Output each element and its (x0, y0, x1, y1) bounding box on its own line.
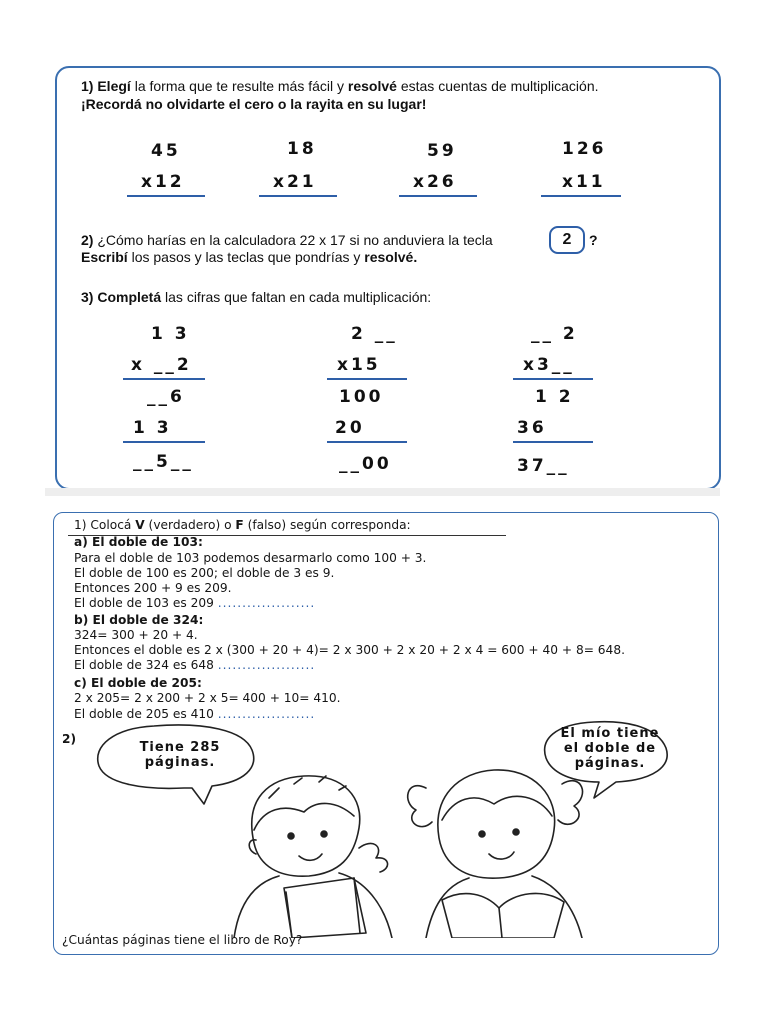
ex1-problem-1-line (127, 195, 205, 197)
ex3-col1-row2: x __2 (131, 355, 192, 375)
item-c-claim-text: El doble de 205 es 410 (74, 707, 218, 721)
worksheet-top (55, 66, 721, 490)
item-a-line3: Entonces 200 + 9 es 209. (74, 581, 232, 595)
item-a-claim (74, 596, 315, 611)
item-b-claim (74, 658, 315, 673)
ex1-problem-2-bottom: x21 (273, 172, 317, 192)
ex2-bold-escribi: Escribí (81, 249, 128, 265)
ex3-instruction-rest: las cifras que faltan en cada multiplicación: (161, 289, 432, 305)
item-b-claim-text: El doble de 324 es 648 (74, 658, 218, 672)
ex2-instruction-line2 (81, 249, 417, 266)
s2-title-part1: 1) Colocá (74, 518, 136, 532)
bubble-right-line1: El mío tiene (560, 726, 660, 741)
ex1-problem-1-bottom: x12 (141, 172, 185, 192)
ex3-col1-row3: __6 (147, 387, 185, 407)
ex3-col1-row1: 1 3 (151, 324, 190, 344)
ex1-problem-4-top: 126 (562, 139, 607, 159)
bubble-left-line2: páginas. (144, 755, 216, 770)
item-b-heading: b) El doble de 324: (74, 613, 204, 627)
ex3-col2-row2: x15 (337, 355, 381, 375)
item-b-answer-blank[interactable]: .................... (217, 658, 316, 672)
ex1-problem-1-top: 45 (151, 141, 181, 161)
ex1-instruction-line2: ¡Recordá no olvidarte el cero o la rayita en su lugar! (81, 96, 427, 112)
ex3-col2-row1: 2 __ (351, 324, 398, 344)
item-c-answer-blank[interactable]: .................... (217, 707, 316, 721)
ex3-col3-row5: 37__ (517, 456, 570, 476)
ex2-line2-mid: los pasos y las teclas que pondrías y (127, 249, 365, 265)
bubble-left-text (110, 740, 250, 770)
ex1-number: 1) (81, 78, 94, 94)
ex3-col2-line1 (327, 378, 407, 380)
ex2-instruction-line1 (81, 232, 493, 249)
ex2-question: ¿Cómo harías en la calculadora 22 x 17 si no anduviera la tecla (93, 232, 493, 248)
s2-title (74, 518, 411, 533)
ex3-instruction (81, 289, 431, 306)
ex1-instruction-line1 (81, 78, 599, 95)
ex3-col3-line2 (513, 441, 593, 443)
bubble-right-line2: el doble de (563, 741, 657, 756)
boy-figure (234, 776, 392, 938)
ex1-instruction-segment: Elegí (97, 78, 131, 94)
s2-title-v: V (135, 518, 145, 532)
ex3-bold-completa: Completá (93, 289, 162, 305)
ex2-bold-resolve: resolvé. (364, 249, 418, 265)
ex1-problem-3-bottom: x26 (413, 172, 457, 192)
page-separator (45, 488, 720, 496)
ex3-col2-row4: 20 (335, 418, 365, 438)
ex3-col1-line2 (123, 441, 205, 443)
item-a-line1: Para el doble de 103 podemos desarmarlo como 100 + 3. (74, 551, 427, 565)
ex1-instruction-segment: estas cuentas de multiplicación. (396, 78, 599, 94)
ex1-problem-4-line (541, 195, 621, 197)
ex1-instruction-text (93, 78, 598, 94)
item-c-heading: c) El doble de 205: (74, 676, 202, 690)
girl-figure (408, 770, 583, 938)
ex2-number: 2) (81, 232, 94, 248)
item-a-claim-text: El doble de 103 es 209 (74, 596, 218, 610)
item-a-answer-blank[interactable]: .................... (217, 596, 316, 610)
bubble-left-line1: Tiene 285 (139, 740, 221, 755)
ex3-col2-row3: 100 (339, 387, 384, 407)
s2-ex2-number: 2) (62, 732, 77, 746)
ex3-col2-row5: __00 (339, 454, 392, 474)
ex3-col3-row3: 1 2 (535, 387, 574, 407)
bubble-right-line3: páginas. (574, 756, 646, 771)
ex3-col1-line1 (123, 378, 205, 380)
item-c-line1: 2 x 205= 2 x 200 + 2 x 5= 400 + 10= 410. (74, 691, 341, 705)
ex1-instruction-segment: resolvé (347, 78, 397, 94)
item-a-line2: El doble de 100 es 200; el doble de 3 es 9. (74, 566, 335, 580)
ex3-col3-row2: x3__ (523, 355, 575, 375)
ex3-number: 3) (81, 289, 94, 305)
s2-title-part3: (falso) según corresponda: (243, 518, 411, 532)
ex1-problem-3-line (399, 195, 477, 197)
item-b-line2: Entonces el doble es 2 x (300 + 20 + 4)= 2 x 300 + 2 x 20 + 2 x 4 = 600 + 40 + 8= 648. (74, 643, 625, 657)
ex1-problem-3-top: 59 (427, 141, 457, 161)
ex3-col3-row4: 36 (517, 418, 547, 438)
item-b-line1: 324= 300 + 20 + 4. (74, 628, 198, 642)
ex3-col1-row5: __5__ (133, 452, 194, 472)
s2-title-f: F (235, 518, 244, 532)
ex3-col3-line1 (513, 378, 593, 380)
ex1-problem-2-line (259, 195, 337, 197)
ex1-problem-4-bottom: x11 (562, 172, 606, 192)
ex3-col2-line2 (327, 441, 407, 443)
calculator-key-2: 2 (549, 226, 585, 254)
worksheet-bottom (53, 512, 719, 955)
ex3-col1-row4: 1 3 (133, 418, 172, 438)
ex1-problem-2-top: 18 (287, 139, 317, 159)
s2-question: ¿Cuántas páginas tiene el libro de Roy? (62, 933, 303, 947)
s2-title-part2: (verdadero) o (144, 518, 236, 532)
ex2-question-mark: ? (589, 232, 598, 248)
ex3-col3-row1: __ 2 (531, 324, 578, 344)
bubble-right-text (550, 726, 670, 771)
item-a-heading: a) El doble de 103: (74, 535, 203, 549)
ex1-instruction-segment: la forma que te resulte más fácil y (130, 78, 348, 94)
